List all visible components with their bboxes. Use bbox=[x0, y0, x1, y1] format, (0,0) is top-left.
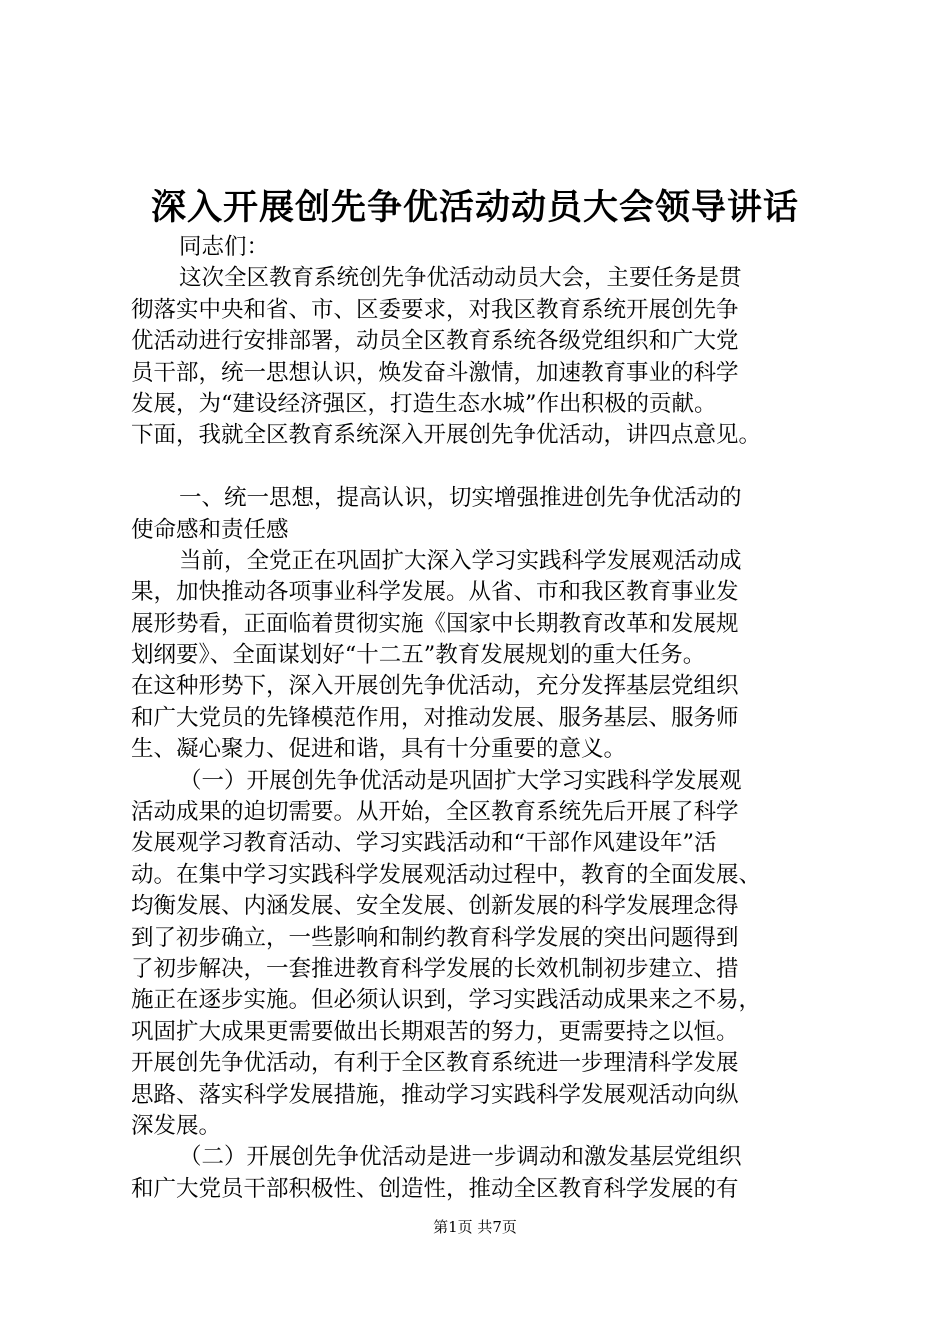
body-line: 优活动进行安排部署，动员全区教育系统各级党组织和广大党 bbox=[131, 328, 739, 355]
body-line: 到了初步确立，一些影响和制约教育科学发展的突出问题得到 bbox=[131, 924, 739, 951]
body-line: 下面，我就全区教育系统深入开展创先争优活动，讲四点意见。 bbox=[131, 422, 762, 449]
document-body bbox=[131, 232, 831, 1205]
body-line: 和广大党员的先锋模范作用，对推动发展、服务基层、服务师 bbox=[131, 704, 739, 731]
body-line: 展形势看，正面临着贯彻实施《国家中长期教育改革和发展规 bbox=[131, 610, 739, 637]
page-title: 深入开展创先争优活动动员大会领导讲话 bbox=[150, 187, 799, 228]
body-line: 和广大党员干部积极性、创造性，推动全区教育科学发展的有 bbox=[131, 1175, 739, 1202]
body-line: 发展，为“建设经济强区，打造生态水城”作出积极的贡献。 bbox=[131, 390, 717, 417]
body-line: 生、凝心聚力、促进和谐，具有十分重要的意义。 bbox=[131, 736, 627, 763]
body-line: 巩固扩大成果更需要做出长期艰苦的努力，更需要持之以恒。 bbox=[131, 1018, 739, 1045]
body-line: 思路、落实科学发展措施，推动学习实践科学发展观活动向纵 bbox=[131, 1081, 739, 1108]
body-line: 当前，全党正在巩固扩大深入学习实践科学发展观活动成 bbox=[179, 547, 742, 574]
salutation: 同志们： bbox=[179, 234, 270, 260]
section-heading: 一、统一思想，提高认识，切实增强推进创先争优活动的 bbox=[179, 485, 742, 512]
page-footer: 第1页 共7页 bbox=[433, 1218, 517, 1236]
body-line: 彻落实中央和省、市、区委要求，对我区教育系统开展创先争 bbox=[131, 296, 739, 323]
body-line: 在这种形势下，深入开展创先争优活动，充分发挥基层党组织 bbox=[131, 673, 739, 700]
body-line: 动。在集中学习实践科学发展观活动过程中，教育的全面发展、 bbox=[131, 861, 762, 888]
body-line: 深发展。 bbox=[131, 1112, 222, 1139]
body-line: 划纲要》、全面谋划好“十二五”教育发展规划的重大任务。 bbox=[131, 642, 706, 669]
body-line: 了初步解决，一套推进教育科学发展的长效机制初步建立、措 bbox=[131, 955, 739, 982]
subsection-line: （二）开展创先争优活动是进一步调动和激发基层党组织 bbox=[179, 1144, 742, 1171]
body-line: 发展观学习教育活动、学习实践活动和“干部作风建设年”活 bbox=[131, 830, 717, 857]
subsection-line: （一）开展创先争优活动是巩固扩大学习实践科学发展观 bbox=[179, 767, 742, 794]
body-line: 员干部，统一思想认识，焕发奋斗激情，加速教育事业的科学 bbox=[131, 359, 739, 386]
body-line: 均衡发展、内涵发展、安全发展、创新发展的科学发展理念得 bbox=[131, 893, 739, 920]
body-line: 活动成果的迫切需要。从开始，全区教育系统先后开展了科学 bbox=[131, 799, 739, 826]
body-line: 这次全区教育系统创先争优活动动员大会，主要任务是贯 bbox=[179, 265, 742, 292]
section-heading: 使命感和责任感 bbox=[131, 516, 289, 543]
body-line: 果，加快推动各项事业科学发展。从省、市和我区教育事业发 bbox=[131, 579, 739, 606]
blank-line bbox=[131, 452, 831, 483]
body-line: 开展创先争优活动，有利于全区教育系统进一步理清科学发展 bbox=[131, 1050, 739, 1077]
body-line: 施正在逐步实施。但必须认识到，学习实践活动成果来之不易， bbox=[131, 987, 762, 1014]
